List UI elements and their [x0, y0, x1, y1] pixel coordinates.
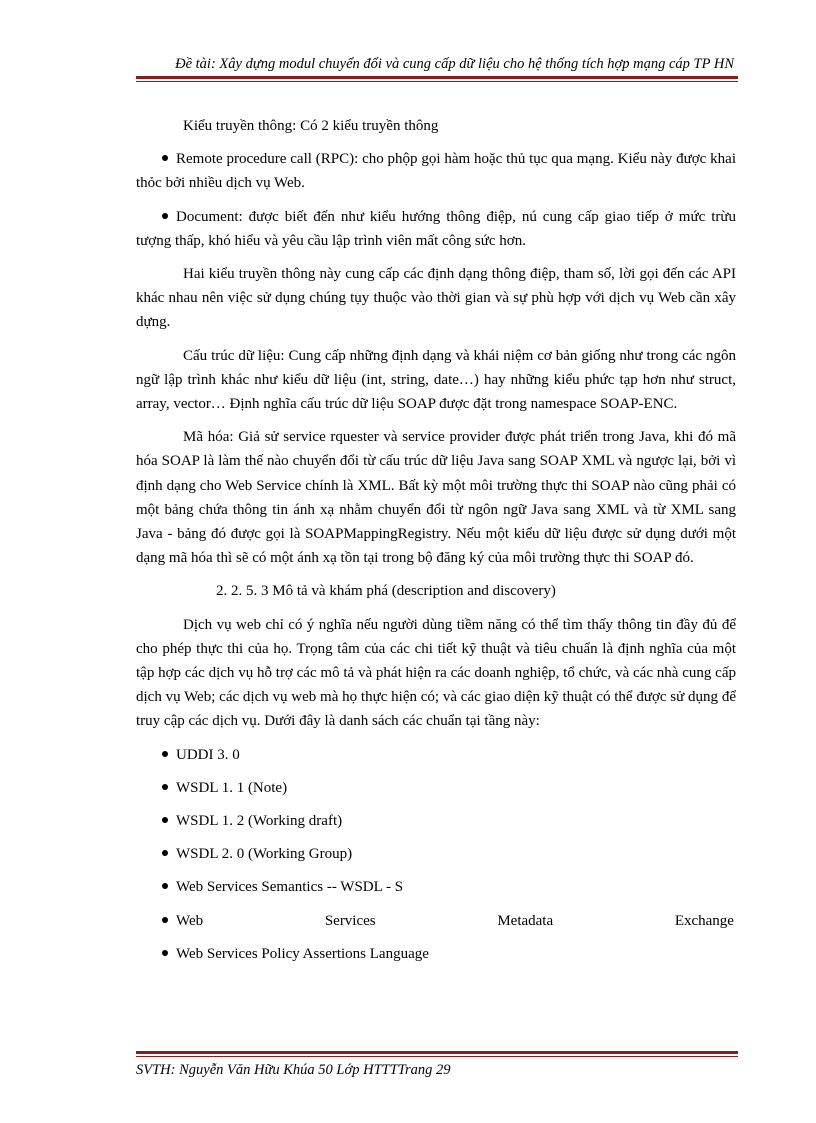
bullet-dot-icon [162, 817, 168, 823]
list-item [136, 842, 736, 866]
list-item-text: WSDL 1. 2 (Working draft) [176, 813, 343, 830]
word: Metadata [497, 912, 554, 929]
bullet-dot-icon [162, 950, 168, 956]
bullet-dot-icon [162, 883, 168, 889]
footer-rule-thin [136, 1056, 738, 1057]
paragraph-communication-types: Kiểu truyền thông: Có 2 kiểu truyền thông [183, 118, 439, 134]
list-item-text: UDDI 3. 0 [176, 746, 240, 763]
page-body [136, 114, 736, 975]
paragraph-data-structure: Cấu trúc dữ liệu: Cung cấp những định dạng và khái niệm cơ bản giống như trong các ngôn ngữ lập trình khác như kiểu dữ liệu (int, string, date…) hay những kiểu phức tạp hơn như struct, array, vector… Định nghĩa cấu trúc dữ liệu SOAP được đặt trong namespace SOAP-ENC. [136, 347, 736, 413]
list-item [136, 875, 736, 899]
paragraph-web-services: Dịch vụ web chỉ có ý nghĩa nếu người dùng tiềm năng có thể tìm thấy thông tin đầy đủ để cho phép thực thi của họ. Trọng tâm của các chi tiết kỹ thuật và tiêu chuẩn là định nghĩa của một tập hợp các dịch vụ hỗ trợ các mô tả và phát hiện ra các doanh nghiệp, tổ chức, và các nhà cung cấp dịch vụ Web; các dịch vụ web mà họ thực hiện có; và các giao diện kỹ thuật có thể được sử dụng để truy cập các dịch vụ. Dưới đây là danh sách các chuẩn tại tầng này: [136, 616, 736, 730]
spread-text [176, 909, 734, 933]
list-item [136, 743, 736, 767]
bullet-rpc [136, 147, 736, 195]
bullet-document-text: Document: được biết đến như kiểu hướng thông điệp, nú cung cấp giao tiếp ở mức trừu tượng thấp, khó hiểu và yêu cầu lập trình viên mất công sức hơn. [136, 208, 736, 249]
list-item-text: Web Services Semantics -- WSDL - S [176, 879, 404, 896]
bullet-dot-icon [162, 213, 168, 219]
bullet-document [136, 205, 736, 253]
header-rule-thick [136, 76, 738, 79]
list-item [136, 809, 736, 833]
footer-rule-thick [136, 1051, 738, 1054]
bullet-dot-icon [162, 784, 168, 790]
list-item-text: Web Services Policy Assertions Language [176, 945, 429, 962]
footer-text: SVTH: Nguyễn Văn Hữu Khúa 50 Lớp HTTTTrang 29 [136, 1062, 451, 1078]
bullet-dot-icon [162, 155, 168, 161]
document-title: Đề tài: Xây dựng modul chuyển đổi và cung cấp dữ liệu cho hệ thống tích hợp mạng cáp TP HN [175, 56, 734, 72]
bullet-dot-icon [162, 917, 168, 923]
word: Web [176, 912, 204, 929]
bullet-dot-icon [162, 850, 168, 856]
word: Services [324, 912, 376, 929]
header-rule-thin [136, 81, 738, 82]
section-heading: 2. 2. 5. 3 Mô tả và khám phá (description and discovery) [216, 583, 556, 600]
list-item-text: WSDL 2. 0 (Working Group) [176, 846, 353, 863]
paragraph-encoding: Mã hóa: Giả sử service rquester và service provider được phát triển trong Java, khi đó mã hóa SOAP là làm thế nào chuyển đổi từ cấu trúc dữ liệu Java sang SOAP XML và ngược lại, bởi vì định dạng cho Web Service chính là XML. Bất kỳ một môi trường thực thi SOAP nào cũng phải có một bảng chứa thông tin ánh xạ nhằm chuyển đổi từ ngôn ngữ Java sang XML và từ XML sang Java - bảng đó được gọi là SOAPMappingRegistry. Nếu một kiểu dữ liệu được sử dụng dưới một dạng mã hóa thì sẽ có một ánh xạ tồn tại trong bộ đăng ký của môi trường thực thi SOAP đó. [136, 429, 736, 567]
list-item [136, 776, 736, 800]
paragraph-two-types: Hai kiểu truyền thông này cung cấp các định dạng thông điệp, tham số, lời gọi đến các API khác nhau nên việc sử dụng chúng tụy thuộc vào thời gian và sự phù hợp với dịch vụ Web cần xây dựng. [136, 266, 736, 331]
list-item [136, 942, 736, 966]
bullet-rpc-text: Remote procedure call (RPC): cho phộp gọi hàm hoặc thủ tục qua mạng. Kiểu này được khai thỏc bởi nhiều dịch vụ Web. [136, 151, 736, 192]
list-item-metadata-exchange [136, 909, 736, 933]
word: Exchange [674, 912, 734, 929]
list-item-text: WSDL 1. 1 (Note) [176, 779, 288, 796]
bullet-dot-icon [162, 751, 168, 757]
